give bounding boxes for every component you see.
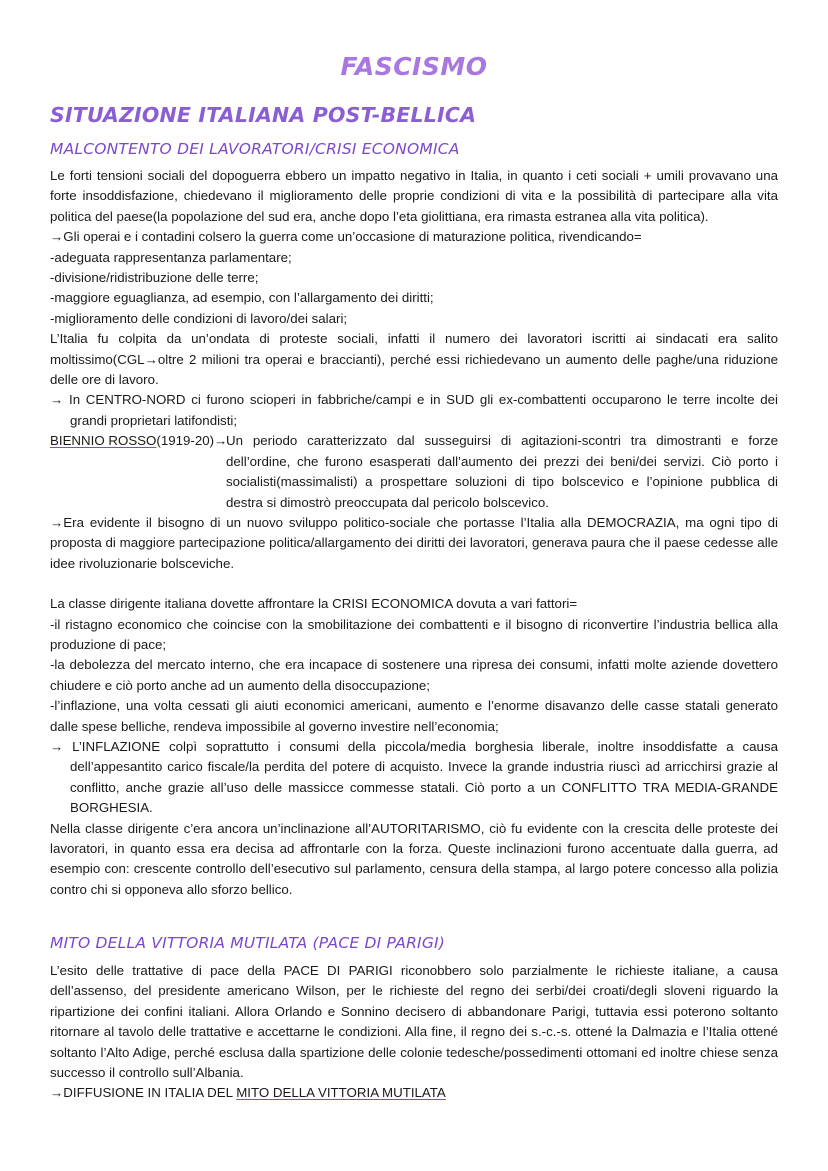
list-item: -l’inflazione, una volta cessati gli aiuti economici americani, aumento e l’enorme disavanzo delle casse statali generato dalle spese belliche, rendeva impossibile al governo investire nell’economia; (50, 698, 778, 734)
intro-paragraph: Le forti tensioni sociali del dopoguerra ebbero un impatto negativo in Italia, in quanto i ceti sociali + umili provavano una forte insoddisfazione, chiedevano il miglioramento delle proprie condizioni di vita e la possibilità di partecipare alla vita politica del paese(la popolazione del sud era, anche dopo l’eta giolittiana, era rimasta estranea alla vita politica). (50, 168, 778, 224)
term-years: (1919-20)→ (156, 433, 228, 449)
arrow-text: →DIFFUSIONE IN ITALIA DEL (50, 1085, 237, 1101)
crisis-intro: La classe dirigente italiana dovette affrontare la CRISI ECONOMICA dovuta a vari fattori= (50, 596, 578, 612)
arrow-point (50, 1083, 778, 1103)
list-item: -adeguata rappresentanza parlamentare; (50, 249, 292, 265)
definition-text: Un periodo caratterizzato dal susseguirsi di agitazioni-scontri tra dimostranti e forze dell’ordine, che furono esasperati dall’aumento dei prezzi dei beni/dei servizi. Ciò porto i socialisti(massimalisti) a prospettare soluzioni di tipo bolscevico e l’opinione pubblica di destra si dimostrò preoccupata dal pericolo bolscevico. (226, 433, 778, 510)
list-item: -la debolezza del mercato interno, che era incapace di sostenere una ripresa dei consumi, infatti molte aziende dovettero chiudere e ciò porto anche ad un aumento della disoccupazione; (50, 657, 778, 693)
arrow-point: →Gli operai e i contadini colsero la guerra come un’occasione di maturazione politica, rivendicando= (50, 229, 642, 245)
underlined-term: BIENNIO ROSSO (50, 433, 157, 449)
definition-term (50, 431, 226, 513)
section-heading: SITUAZIONE ITALIANA POST-BELLICA (50, 103, 477, 127)
protests-paragraph: L’Italia fu colpita da un’ondata di proteste sociali, infatti il numero dei lavoratori iscritti ai sindacati era salito moltissimo(CGL→oltre 2 milioni tra operai e braccianti), perché essi richiedevano un aumento delle paghe/una riduzione delle ore di lavoro. (50, 331, 778, 388)
list-item: -divisione/ridistribuzione delle terre; (50, 270, 259, 286)
authoritarianism-paragraph: Nella classe dirigente c’era ancora un’inclinazione all’AUTORITARISMO, ciò fu evidente con la crescita delle proteste dei lavoratori, in quanto essa era decisa ad affrontarle con la forza. Queste inclinazioni furono accentuate dalla guerra, ad esempio con: crescente controllo dell’esecutivo sul parlamento, censura della stampa, al largo potere concesso alla polizia contro chi si opponeva allo sforzo bellico. (50, 820, 778, 897)
paris-peace-paragraph: L’esito delle trattative di pace della PACE DI PARIGI riconobbero solo parzialmente le richieste italiane, a causa dell’assenso, del presidente americano Wilson, per le richieste del regno dei serbi/dei croati/degli sloveni riguardo la ripartizione dei confini italiani. Allora Orlando e Sonnino decisero di abbandonare Parigi, tuttavia essi poterono soltanto ritornare al tavolo delle trattative e accettarne le condizioni. Alla fine, il regno dei s.-c.-s. ottené la Dalmazia e l’Italia ottené soltanto l’Alto Adige, perché esclusa dalla spartizione delle colonie tedesche/possedimenti ottomani ed inoltre chiese senza successo il controllo sull’Albania. (50, 963, 778, 1081)
paragraph-gap (50, 574, 778, 594)
list-item: -maggiore eguaglianza, ad esempio, con l’allargamento dei diritti; (50, 290, 434, 306)
underlined-term: MITO DELLA VITTORIA MUTILATA (236, 1085, 446, 1101)
page-title: FASCISMO (340, 52, 488, 81)
subsection-heading: MALCONTENTO DEI LAVORATORI/CRISI ECONOMICA (50, 140, 460, 158)
subsection-heading: MITO DELLA VITTORIA MUTILATA (PACE DI PARIGI) (50, 934, 446, 952)
arrow-point: → In CENTRO-NORD ci furono scioperi in fabbriche/campi e in SUD gli ex-combattenti occuparono le terre incolte dei grandi proprietari latifondisti; (50, 392, 778, 428)
list-item: -miglioramento delle condizioni di lavoro/dei salari; (50, 310, 348, 326)
section3-body (50, 961, 778, 1104)
biennio-rosso-definition (50, 431, 778, 513)
arrow-point: →Era evidente il bisogno di un nuovo sviluppo politico-sociale che portasse l’Italia alla DEMOCRAZIA, ma ogni tipo di proposta di maggiore partecipazione politica/allargamento dei diritti dei lavoratori, generava paura che il paese cedesse alle idee rivoluzionarie bolsceviche. (50, 514, 778, 571)
list-item: -il ristagno economico che coincise con la smobilitazione dei combattenti e il bisogno di riconvertire l’industria bellica alla produzione di pace; (50, 616, 778, 652)
arrow-point: → L’INFLAZIONE colpì soprattutto i consumi della piccola/media borghesia liberale, inoltre insoddisfatte a causa dell’appesantito carico fiscale/la perdita del potere di acquisto. Invece la grande industria riuscì ad arricchirsi grazie al conflitto, anche grazie all’uso delle massicce commesse statali. Ciò porto a un CONFLITTO TRA MEDIA-GRANDE BORGHESIA. (50, 738, 778, 816)
section1-body (50, 166, 778, 900)
